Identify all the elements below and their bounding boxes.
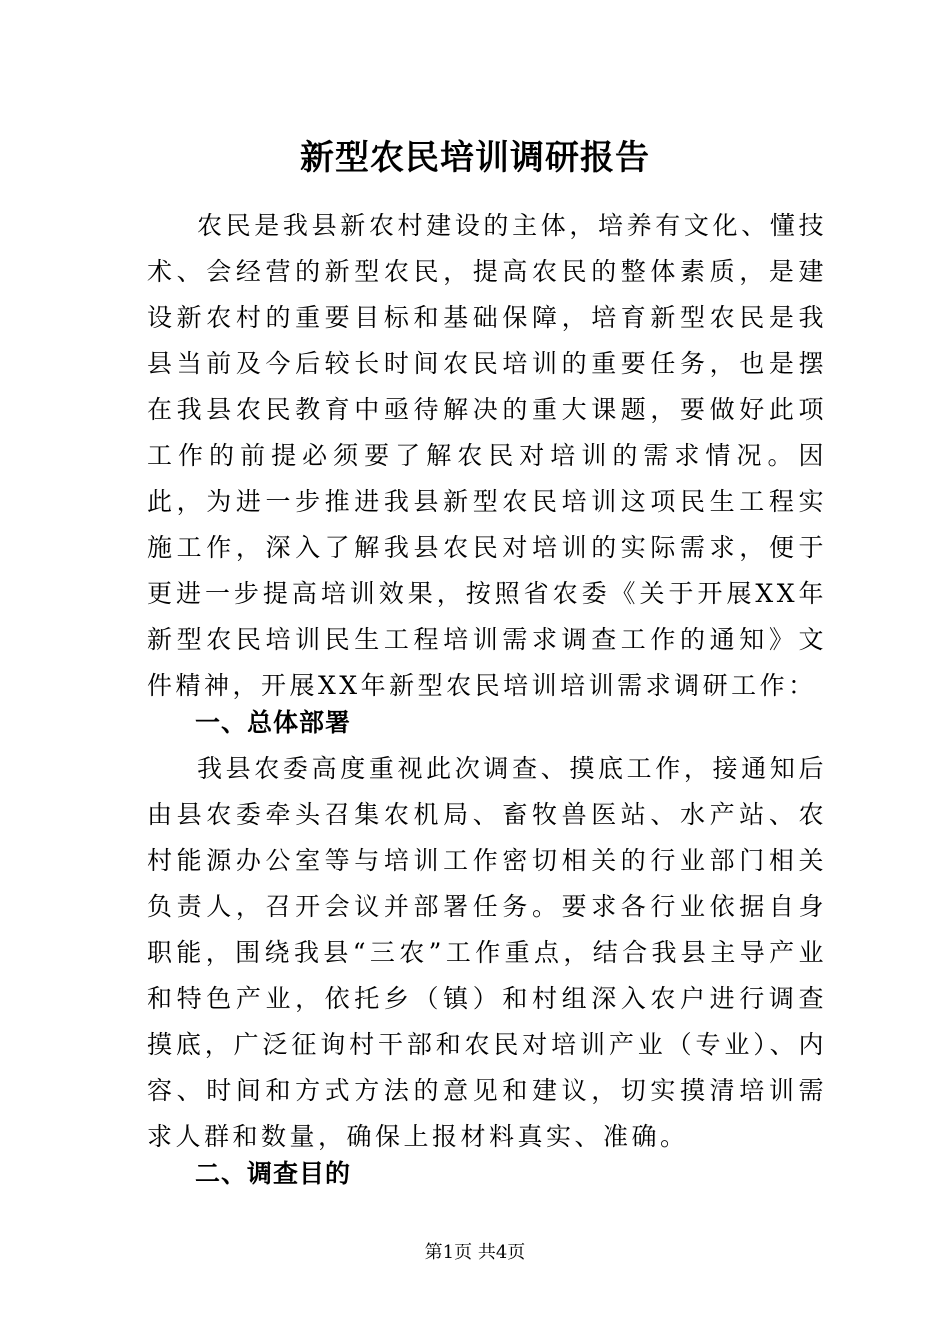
document-title: 新型农民培训调研报告 (300, 138, 650, 178)
page-number-footer: 第1页 共4页 (424, 1242, 526, 1263)
section-heading-survey-purpose: 二、调查目的 (195, 1159, 352, 1188)
intro-text: 农民是我县新农村建设的主体，培养有文化、懂技术、会经营的新型农民，提高农民的整体素质，是建设新农村的重要目标和基础保障，培育新型农民是我县当前及今后较长时间农民培训的重要任务，也是摆在我县农民教育中亟待解决的重大课题，要做好此项工作的前提必须要了解农民对培训的需求情况。因此，为进一步推进我县新型农民培训这项民生工程实施工作，深入了解我县农民对培训的实际需求，便于更进一步提高培训效果，按照省农委《关于开展XX年新型农民培训民生工程培训需求调查工作的通知》文件精神，开展XX年新型农民培训培训需求调研工作： (147, 211, 827, 700)
intro-paragraph (147, 203, 827, 709)
section1-paragraph (147, 746, 827, 1160)
section1-text: 我县农委高度重视此次调查、摸底工作，接通知后由县农委牵头召集农机局、畜牧兽医站、水产站、农村能源办公室等与培训工作密切相关的行业部门相关负责人，召开会议并部署任务。要求各行业依据自身职能，围绕我县“三农”工作重点，结合我县主导产业和特色产业，依托乡（镇）和村组深入农户进行调查摸底，广泛征询村干部和农民对培训产业（专业）、内容、时间和方式方法的意见和建议，切实摸清培训需求人群和数量，确保上报材料真实、准确。 (147, 754, 827, 1151)
section-heading-overall-deployment: 一、总体部署 (195, 708, 352, 737)
